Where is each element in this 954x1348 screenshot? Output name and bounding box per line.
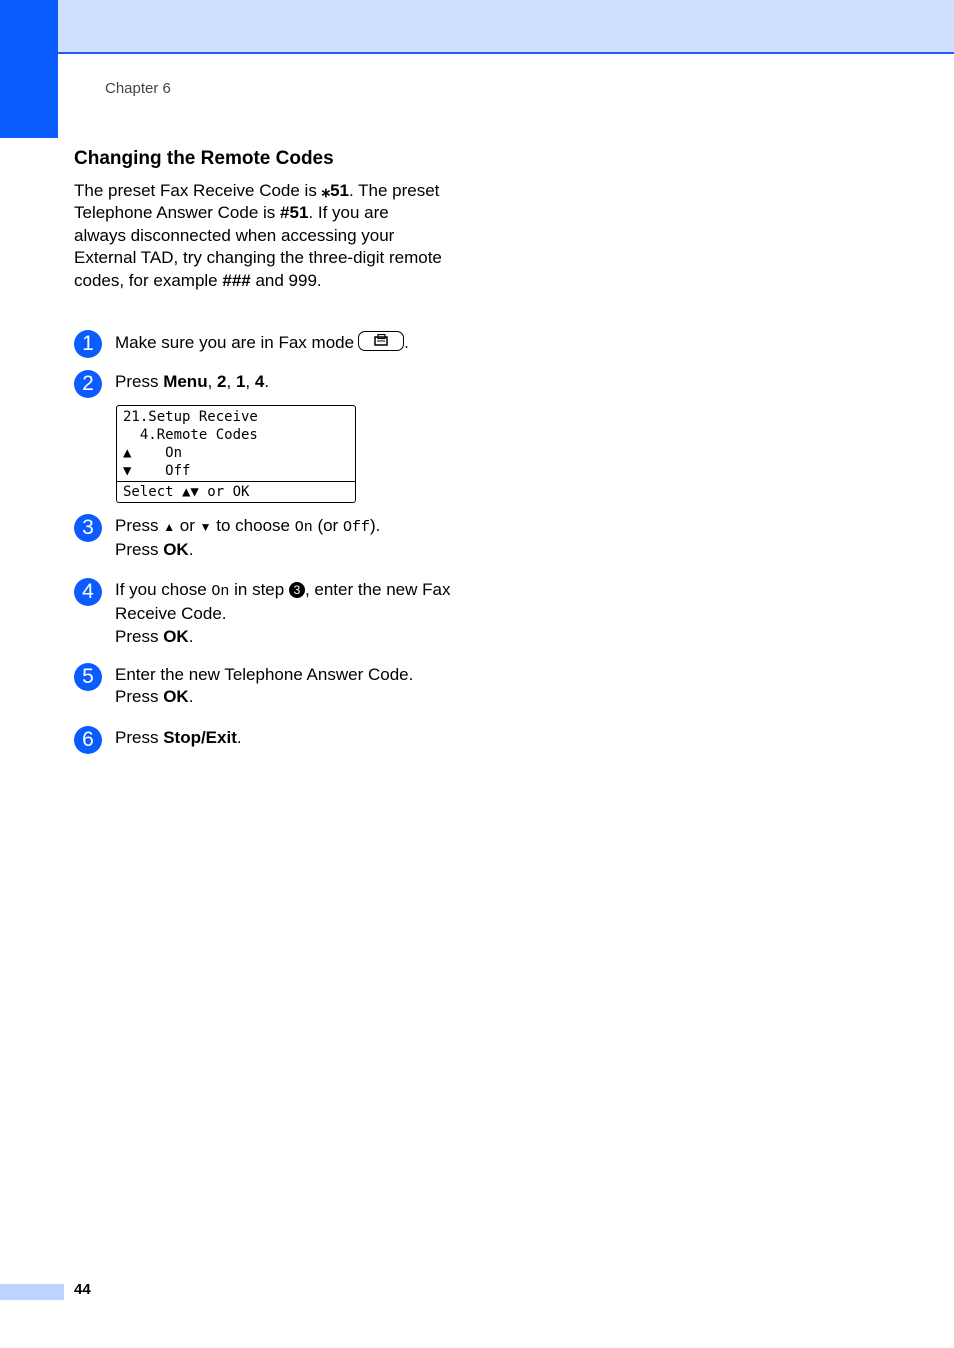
footer-bar — [0, 1284, 64, 1300]
intro-text: and 999. — [250, 270, 322, 290]
intro-text: . If you are always disconnected when accessing your External TAD, try changing the three-digit remote codes, for example — [74, 203, 442, 290]
step-instruction: , enter the new Fax Receive Code. — [115, 580, 451, 624]
step-instruction: Press — [115, 687, 164, 707]
step-instruction: Press — [115, 728, 164, 747]
step-number: 2 — [74, 370, 102, 398]
punctuation: . — [188, 540, 194, 560]
step-reference: 3 — [289, 582, 305, 598]
lcd-line-4: ▼ Off — [123, 463, 191, 479]
punctuation: . — [404, 333, 409, 352]
intro-text: The preset Fax Receive Code is — [74, 181, 322, 200]
punctuation: . — [188, 626, 194, 646]
menu-key: Menu — [163, 372, 208, 391]
step-instruction: If you chose — [115, 580, 212, 599]
header-band — [0, 0, 954, 54]
ok-key: OK — [163, 540, 189, 560]
step-instruction: or — [175, 516, 200, 535]
step-instruction: ). — [369, 516, 381, 535]
step-number: 5 — [74, 663, 102, 691]
down-arrow-icon: ▼ — [199, 520, 212, 534]
step-instruction: Press — [115, 540, 164, 560]
step-instruction: Enter the new Telephone Answer Code. — [115, 665, 414, 684]
step-number: 3 — [74, 514, 102, 542]
ok-key: OK — [163, 626, 189, 646]
page-number: 44 — [74, 1281, 91, 1298]
step-number: 1 — [74, 330, 102, 358]
step-text — [115, 579, 455, 648]
key-4: 4 — [254, 372, 265, 391]
step-number: 4 — [74, 578, 102, 606]
chapter-tab — [0, 0, 58, 138]
step-instruction: Press — [115, 516, 164, 535]
lcd-line-1: 21.Setup Receive — [123, 409, 258, 425]
step-text — [115, 515, 455, 562]
fax-receive-code: ⁎51 — [321, 181, 349, 200]
option-on: On — [294, 519, 313, 536]
intro-text: . The preset Telephone Answer Code is — [74, 181, 440, 223]
intro-paragraph — [74, 180, 444, 292]
chapter-label: Chapter 6 — [105, 80, 171, 97]
telephone-answer-code: #51 — [280, 203, 309, 223]
step-instruction: to choose — [211, 516, 295, 535]
lcd-line-5: Select ▲▼ or OK — [123, 484, 250, 500]
lcd-line-2: 4.Remote Codes — [123, 427, 258, 443]
lcd-display — [116, 405, 356, 503]
step-text — [115, 331, 455, 354]
stop-exit-key: Stop/Exit — [163, 728, 237, 747]
section-title: Changing the Remote Codes — [74, 148, 334, 169]
separator: , — [226, 372, 236, 391]
step-instruction: Make sure you are in Fax mode — [115, 333, 355, 352]
separator: , — [207, 372, 218, 391]
step-instruction: Press — [115, 372, 164, 391]
option-off: Off — [342, 519, 370, 536]
fax-mode-key-icon — [358, 331, 404, 351]
step-instruction: in step — [229, 580, 289, 599]
step-instruction: (or — [312, 516, 343, 535]
example-code: ### — [222, 270, 251, 290]
option-on: On — [211, 583, 230, 600]
punctuation: . — [264, 372, 270, 391]
up-arrow-icon: ▲ — [163, 520, 176, 534]
lcd-divider — [117, 481, 355, 482]
separator: , — [245, 372, 255, 391]
key-1: 1 — [235, 372, 246, 391]
step-instruction: Press — [115, 626, 164, 646]
step-text — [115, 727, 455, 749]
punctuation: . — [188, 687, 194, 707]
step-number: 6 — [74, 726, 102, 754]
step-text — [115, 664, 475, 709]
punctuation: . — [236, 728, 242, 747]
step-text — [115, 371, 455, 393]
lcd-line-3: ▲ On — [123, 445, 183, 461]
key-2: 2 — [217, 372, 227, 391]
ok-key: OK — [163, 687, 189, 707]
